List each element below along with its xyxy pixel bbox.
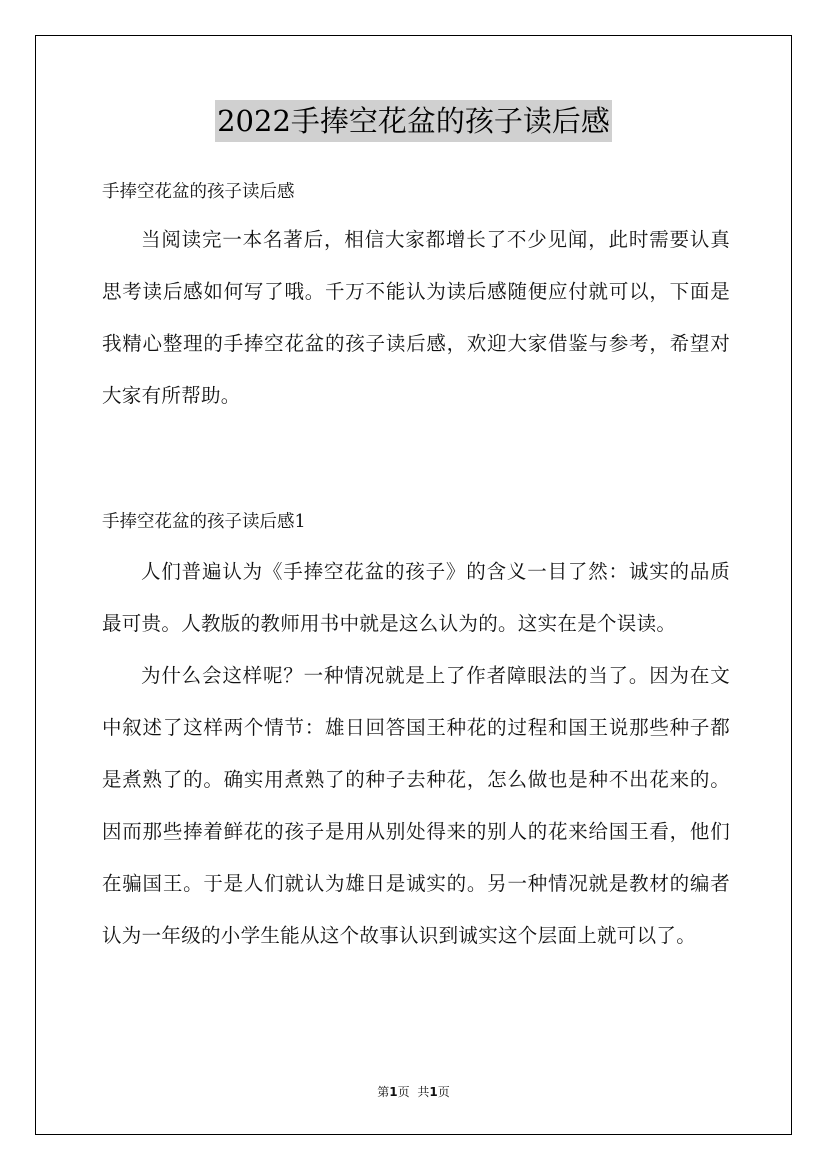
body-paragraph-1: 人们普遍认为《手捧空花盆的孩子》的含义一目了然：诚实的品质最可贵。人教版的教师用书中就是这么认为的。这实在是个误读。 bbox=[102, 560, 730, 635]
body-paragraph-2: 为什么会这样呢？一种情况就是上了作者障眼法的当了。因为在文中叙述了这样两个情节：雄日回答国王种花的过程和国王说那些种子都是煮熟了的。确实用煮熟了的种子去种花，怎么做也是种不出花来的。因而那些捧着鲜花的孩子是用从别处得来的别人的花来给国王看，他们在骗国王。于是人们就认为雄日是诚实的。另一种情况就是教材的编者认为一年级的小学生能从这个故事认识到诚实这个层面上就可以了。 bbox=[102, 664, 730, 947]
footer-page-current: 1 bbox=[389, 1085, 398, 1099]
page-footer bbox=[0, 1083, 827, 1100]
footer-total-suffix: 页 bbox=[437, 1085, 450, 1099]
document-body bbox=[102, 170, 730, 962]
footer-page-prefix: 第 bbox=[377, 1085, 390, 1099]
footer-page-suffix: 页 bbox=[397, 1085, 410, 1099]
section-spacer bbox=[102, 422, 730, 500]
subtitle: 手捧空花盆的孩子读后感 bbox=[102, 182, 295, 202]
title-container bbox=[0, 100, 827, 142]
section-heading: 手捧空花盆的孩子读后感1 bbox=[102, 512, 306, 532]
footer-page-total: 1 bbox=[429, 1085, 438, 1099]
footer-total-prefix: 共 bbox=[417, 1085, 430, 1099]
intro-paragraph: 当阅读完一本名著后，相信大家都增长了不少见闻，此时需要认真思考读后感如何写了哦。千万不能认为读后感随便应付就可以，下面是我精心整理的手捧空花盆的孩子读后感，欢迎大家借鉴与参考，希望对大家有所帮助。 bbox=[102, 228, 730, 407]
document-title: 2022手捧空花盆的孩子读后感 bbox=[215, 100, 612, 142]
